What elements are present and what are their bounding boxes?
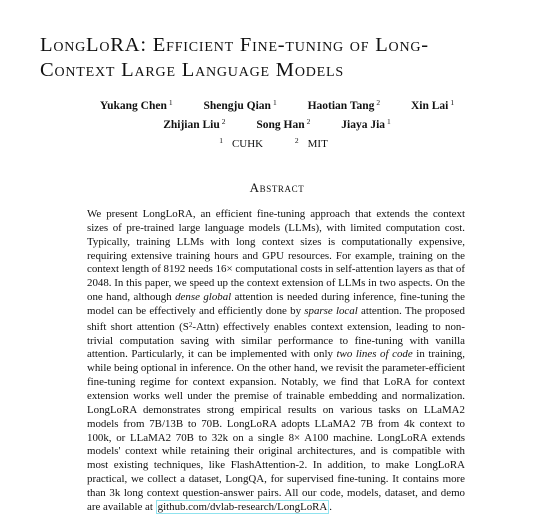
abstract-paragraph (87, 208, 465, 515)
affiliation-mark: 2 (294, 136, 299, 145)
author (308, 98, 381, 112)
abstract-text: We present LongLoRA, an efficient fine-tuning approach that extends the context sizes of pre-trained large language models (LLMs), with limited computation cost. Typically, training LLMs with long context sizes is computationally expensive, requiring extensive training hours and GPU resources. For example, training on the context length of 8192 needs 16× computational costs in self-attention layers as that of 2048. In this paper, we speed up the context extension of LLMs in two aspects. On the one hand, although (87, 208, 465, 304)
author (341, 117, 391, 131)
abstract-heading: Abstract (249, 180, 305, 195)
affiliation-mark: 1 (219, 136, 223, 145)
abstract-text: -Attn) effectively enables context extension, leading to non-trivial computation saving with similar performance to fine-tuning with vanilla attention. Particularly, it can be implemented with only (87, 320, 465, 361)
author-name: Zhijian Liu (163, 119, 220, 131)
abstract-text: attention is needed during inference, fine-tuning the model can be effectively and efficiently done by (87, 291, 465, 317)
affiliations (0, 136, 554, 150)
author-name: Song Han (256, 119, 305, 131)
abstract-text: . (329, 500, 333, 513)
author-name: Jiaya Jia (341, 119, 386, 131)
author-affiliation-mark: 1 (450, 98, 455, 107)
title-line-2: Context Large Language Models (40, 59, 344, 81)
author (204, 98, 277, 112)
abstract-body (87, 208, 465, 515)
author-name: Xin Lai (410, 100, 449, 112)
author-name: Yukang Chen (99, 100, 167, 112)
abstract-emphasis: two lines of code (336, 348, 413, 361)
abstract-emphasis: sparse local (304, 304, 358, 317)
author (163, 117, 225, 131)
author-name: Haotian Tang (307, 100, 375, 112)
abstract-text: attention. The proposed shift short attention (S (87, 304, 465, 333)
author (411, 98, 454, 112)
author (100, 98, 173, 112)
author-name: Shengju Qian (203, 100, 271, 112)
author-list-row-1 (0, 98, 554, 112)
affiliation-name: CUHK (231, 138, 264, 150)
author-affiliation-mark: 2 (306, 117, 311, 126)
abstract-emphasis: dense global (175, 291, 232, 304)
author-list-row-2 (0, 117, 554, 131)
author-affiliation-mark: 1 (387, 117, 391, 126)
author-affiliation-mark: 2 (376, 98, 381, 107)
affiliation (293, 136, 337, 150)
author-affiliation-mark: 1 (168, 98, 173, 107)
author (256, 117, 310, 131)
abstract-superscript: 2 (188, 320, 193, 329)
abstract-text: in training, while being optional in inference. On the other hand, we revisit the parameter-efficient fine-tuning regime for context expansion. Notably, we find that LoRA for context extension works well under the premise of trainable embedding and normalization. LongLoRA demonstrates strong empirical results on various tasks on LLaMA2 models from 7B/13B to 70B. LongLoRA adopts LLaMA2 7B from 4k context to 100k, or LLaMA2 70B to 32k on a single 8× A100 machine. LongLoRA extends models' context while retaining their original architectures, and is compatible with most existing techniques, like FlashAttention-2. In addition, to make LongLoRA practical, we collect a dataset, LongQA, for supervised fine-tuning. It contains more than 3k long context question-answer pairs. All our code, models, dataset, and demo are available at (87, 348, 465, 513)
title-line-1: LongLoRA: Efficient Fine-tuning of Long- (40, 34, 429, 56)
github-link[interactable]: github.com/dvlab-research/LongLoRA (157, 500, 328, 513)
author-affiliation-mark: 2 (221, 117, 226, 126)
affiliation-name: MIT (307, 138, 328, 150)
paper-title (40, 33, 520, 83)
affiliation (217, 136, 272, 150)
author-affiliation-mark: 1 (272, 98, 277, 107)
